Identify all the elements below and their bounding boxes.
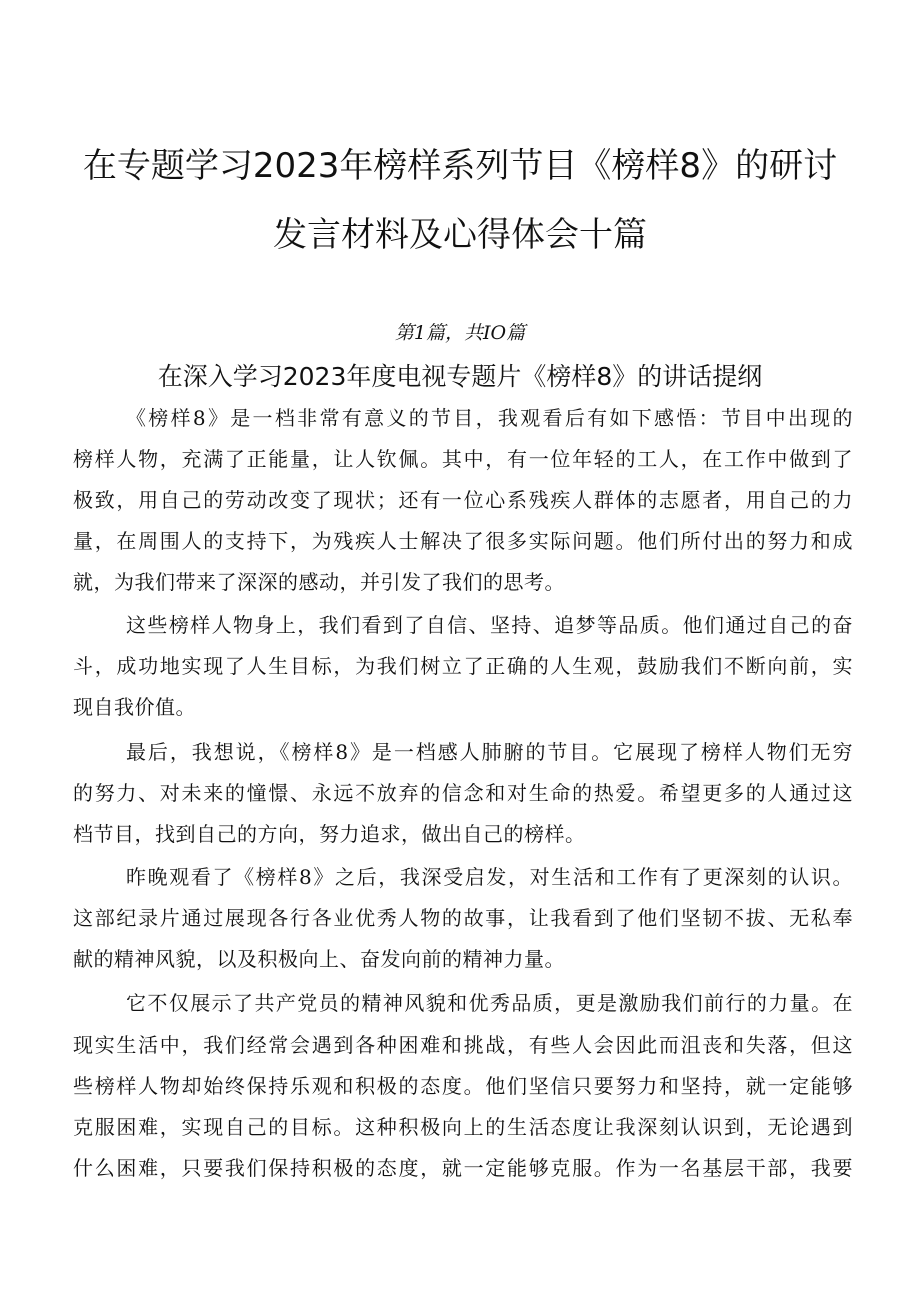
body-line: 《榜样8》是一档非常有意义的节目，我观看后有如下感悟：节目中出现的 bbox=[126, 406, 853, 430]
body-line: 的努力、对未来的憧憬、永远不放弃的信念和对生命的热爱。希望更多的人通过这 bbox=[73, 781, 853, 805]
document-title-line-1: 在专题学习2023年榜样系列节目《榜样8》的研讨 bbox=[82, 146, 838, 186]
body-line: 昨晚观看了《榜样8》之后，我深受启发，对生活和工作有了更深刻的认识。 bbox=[126, 865, 853, 889]
document-title-line-2: 发言材料及心得体会十篇 bbox=[273, 215, 647, 255]
body-line: 它不仅展示了共产党员的精神风貌和优秀品质，更是激励我们前行的力量。在 bbox=[126, 991, 853, 1015]
body-line: 些榜样人物却始终保持乐观和积极的态度。他们坚信只要努力和坚持，就一定能够 bbox=[73, 1074, 853, 1098]
body-line: 量，在周围人的支持下，为残疾人士解决了很多实际问题。他们所付出的努力和成 bbox=[73, 529, 853, 553]
body-line: 档节目，找到自己的方向，努力追求，做出自己的榜样。 bbox=[73, 822, 586, 846]
body-line: 什么困难，只要我们保持积极的态度，就一定能够克服。作为一名基层干部，我要 bbox=[73, 1156, 853, 1180]
body-line: 最后，我想说，《榜样8》是一档感人肺腑的节目。它展现了榜样人物们无穷 bbox=[126, 740, 853, 764]
body-line: 献的精神风貌，以及积极向上、奋发向前的精神力量。 bbox=[73, 947, 565, 971]
body-line: 斗，成功地实现了人生目标，为我们树立了正确的人生观，鼓励我们不断向前，实 bbox=[73, 654, 853, 678]
body-line: 这些榜样人物身上，我们看到了自信、坚持、追梦等品质。他们通过自己的奋 bbox=[126, 613, 853, 637]
body-line: 这部纪录片通过展现各行各业优秀人物的故事，让我看到了他们坚韧不拔、无私奉 bbox=[73, 906, 853, 930]
body-line: 现实生活中，我们经常会遇到各种困难和挑战，有些人会因此而沮丧和失落，但这 bbox=[73, 1033, 853, 1057]
body-line: 就，为我们带来了深深的感动，并引发了我们的思考。 bbox=[73, 570, 565, 594]
part-label: 第1篇，共IO篇 bbox=[394, 322, 526, 344]
body-line: 极致，用自己的劳动改变了现状；还有一位心系残疾人群体的志愿者，用自己的力 bbox=[73, 488, 853, 512]
section-subtitle: 在深入学习2023年度电视专题片《榜样8》的讲话提纲 bbox=[157, 362, 763, 391]
body-line: 现自我价值。 bbox=[73, 695, 196, 719]
body-line: 榜样人物，充满了正能量，让人钦佩。其中，有一位年轻的工人，在工作中做到了 bbox=[73, 447, 853, 471]
body-line: 克服困难，实现自己的目标。这种积极向上的生活态度让我深刻认识到，无论遇到 bbox=[73, 1115, 853, 1139]
